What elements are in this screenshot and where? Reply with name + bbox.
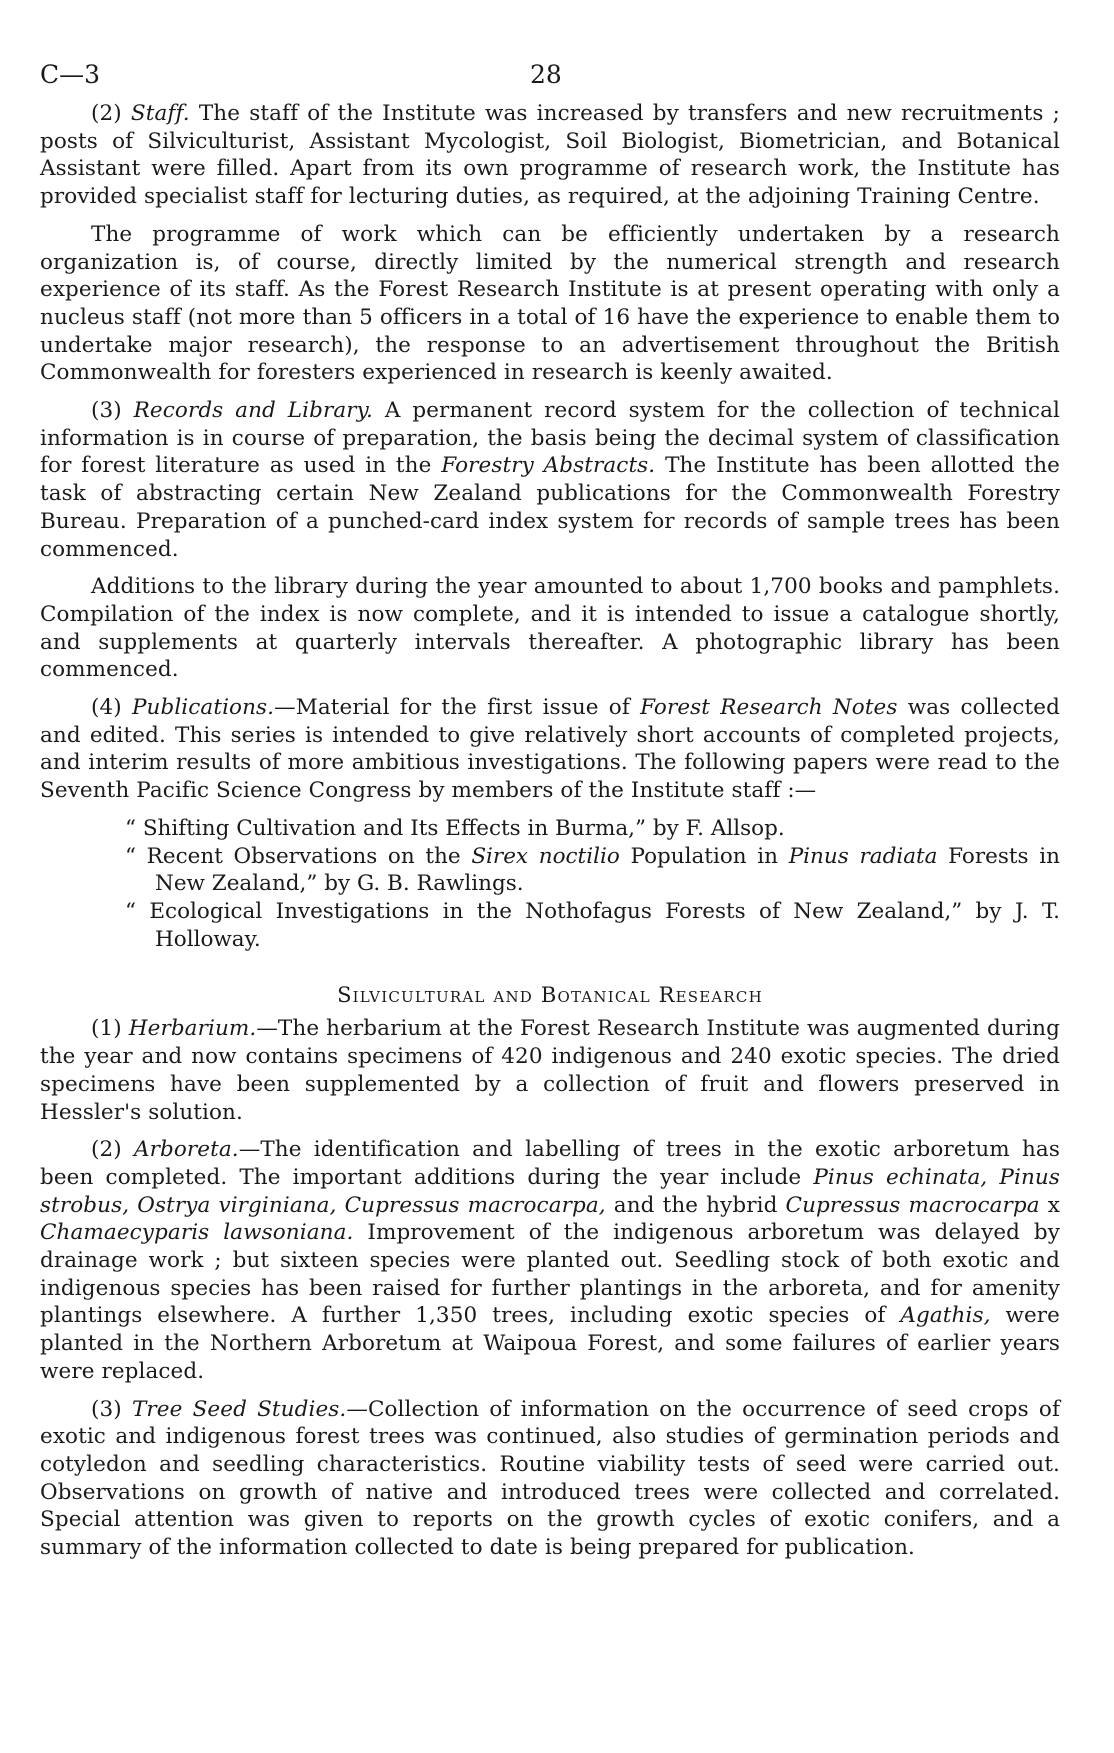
- section-heading: Silvicultural and Botanical Research: [337, 983, 763, 1008]
- paper-list: [40, 815, 1060, 954]
- staff-paragraph: (2) Staff. The staff of the Institute was increased by transfers and new recruitments ; posts of Silviculturist, Assistant Mycologist, Soil Biologist, Biometrician, and Botanical Assistant were filled. Apart from its own programme of research work, the Institute has provided specialist staff for lecturing duties, as required, at the adjoining Training Centre.: [40, 101, 1061, 210]
- paper-item: “ Recent Observations on the Sirex noctilio Population in Pinus radiata Forests in New Zealand,” by G. B. Rawlings.: [125, 843, 1060, 897]
- seed-studies-paragraph: (3) Tree Seed Studies.—Collection of information on the occurrence of seed crops of exotic and indigenous forest trees was continued, also studies of germination periods and cotyledon and seedling characteristics. Routine viability tests of seed were carried out. Observations on growth of native and introduced trees were collected and correlated. Special attention was given to reports on the growth cycles of exotic conifers, and a summary of the information collected to date is being prepared for publication.: [40, 1396, 1061, 1561]
- library-paragraph: Additions to the library during the year amounted to about 1,700 books and pamphlets. Compilation of the index is now complete, and it is intended to issue a catalogue shortly, and supplements at quarterly intervals thereafter. A photographic library has been commenced.: [40, 574, 1060, 683]
- paper-item: “ Ecological Investigations in the Nothofagus Forests of New Zealand,” by J. T. Holloway.: [125, 898, 1060, 952]
- herbarium-paragraph: (1) Herbarium.—The herbarium at the Forest Research Institute was augmented during the year and now contains specimens of 420 indigenous and 240 exotic species. The dried specimens have been supplemented by a collection of fruit and flowers preserved in Hessler's solution.: [40, 1016, 1060, 1125]
- page-number: 28: [530, 60, 562, 89]
- paper-item: “ Shifting Cultivation and Its Effects in Burma,” by F. Allsop.: [125, 815, 785, 841]
- publications-paragraph: (4) Publications.—Material for the first issue of Forest Research Notes was collected and edited. This series is intended to give relatively short accounts of completed projects, and interim results of more ambitious investigations. The following papers were read to the Seventh Pacific Science Congress by members of the Institute staff :—: [40, 695, 1060, 804]
- document-page: [40, 60, 1060, 1572]
- page-header: [40, 60, 1060, 100]
- document-code: C—3: [40, 60, 101, 89]
- staff-paragraph-2: The programme of work which can be efficiently undertaken by a research organization is, of course, directly limited by the numerical strength and research experience of its staff. As the Forest Research Institute is at present operating with only a nucleus staff (not more than 5 officers in a total of 16 have the experience to enable them to undertake major research), the response to an advertisement throughout the British Commonwealth for foresters experienced in research is keenly awaited.: [40, 221, 1060, 386]
- arboreta-paragraph: (2) Arboreta.—The identification and labelling of trees in the exotic arboretum has been completed. The important additions during the year include Pinus echinata, Pinus strobus, Ostrya virginiana, Cupressus macrocarpa, and the hybrid Cupressus macrocarpa x Chamaecyparis lawsoniana. Improvement of the indigenous arboretum was delayed by drainage work ; but sixteen species were planted out. Seedling stock of both exotic and indigenous species has been raised for further plantings in the arboreta, and for amenity plantings elsewhere. A further 1,350 trees, including exotic species of Agathis, were planted in the Northern Arboretum at Waipoua Forest, and some failures of earlier years were replaced.: [40, 1137, 1061, 1384]
- records-paragraph: (3) Records and Library. A permanent record system for the collection of technical information is in course of preparation, the basis being the decimal system of classification for forest literature as used in the Forestry Abstracts. The Institute has been allotted the task of abstracting certain New Zealand publications for the Commonwealth Forestry Bureau. Preparation of a punched-card index system for records of sample trees has been commenced.: [40, 398, 1061, 562]
